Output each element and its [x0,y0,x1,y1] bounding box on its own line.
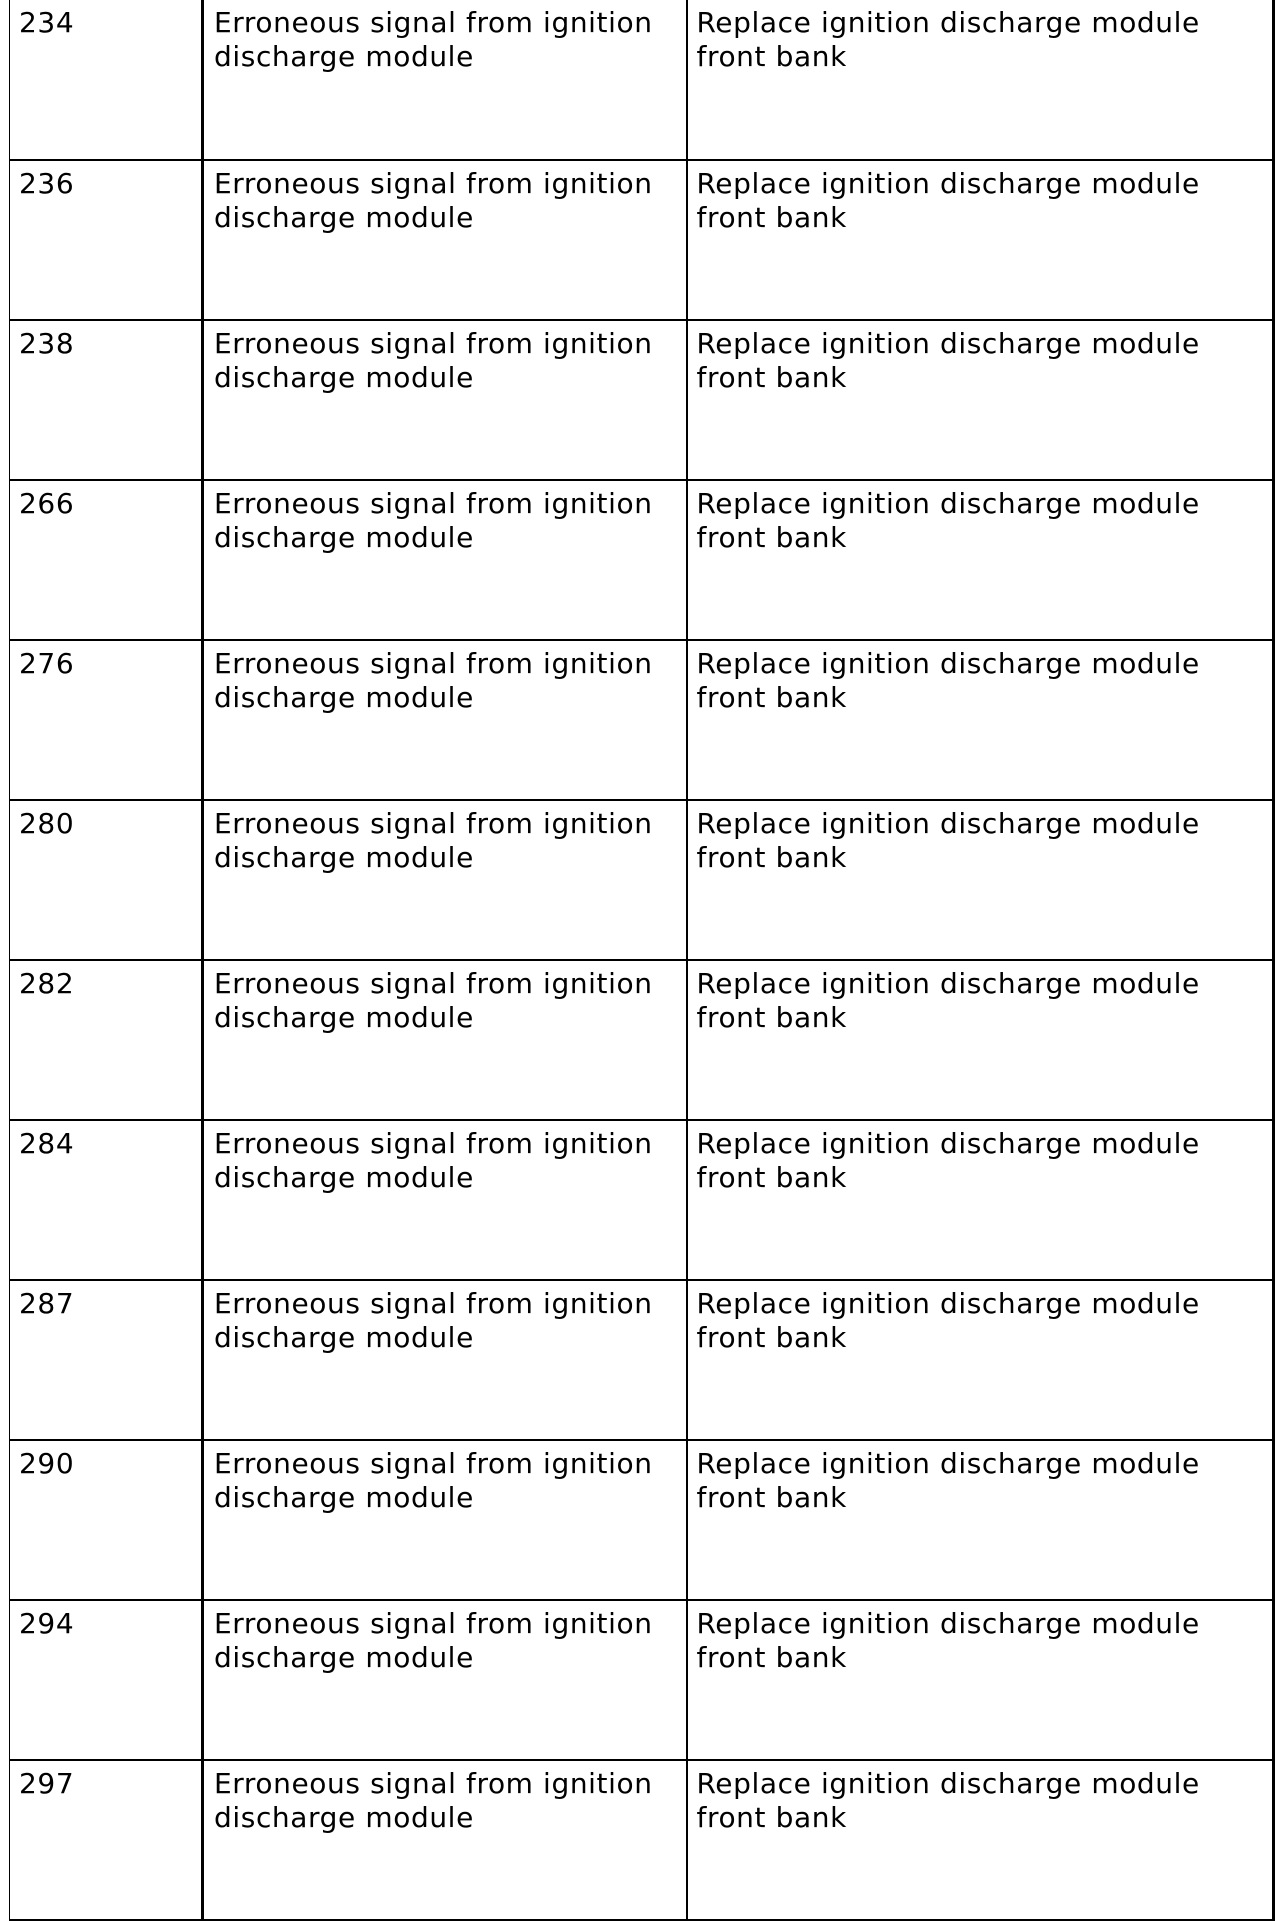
fault-description-cell: Erroneous signal from ignition discharge module [203,480,687,640]
fault-code-cell: 234 [10,0,203,160]
table-row [10,1600,1274,1760]
table-row [10,640,1274,800]
fault-description-cell: Erroneous signal from ignition discharge module [203,1120,687,1280]
corrective-action-cell: Replace ignition discharge module front bank [687,160,1274,320]
fault-code-cell: 276 [10,640,203,800]
corrective-action-cell: Replace ignition discharge module front bank [687,800,1274,960]
table-row [10,1120,1274,1280]
table-row [10,1280,1274,1440]
corrective-action-cell: Replace ignition discharge module front bank [687,1440,1274,1600]
fault-code-cell: 266 [10,480,203,640]
fault-code-cell: 282 [10,960,203,1120]
fault-code-cell: 284 [10,1120,203,1280]
corrective-action-cell: Replace ignition discharge module front bank [687,320,1274,480]
fault-description-cell: Erroneous signal from ignition discharge module [203,1440,687,1600]
corrective-action-cell: Replace ignition discharge module front bank [687,1280,1274,1440]
table-row [10,800,1274,960]
fault-code-cell: 287 [10,1280,203,1440]
fault-description-cell: Erroneous signal from ignition discharge module [203,320,687,480]
corrective-action-cell: Replace ignition discharge module front bank [687,1120,1274,1280]
table-row [10,480,1274,640]
corrective-action-cell: Replace ignition discharge module front bank [687,1760,1274,1920]
fault-description-cell: Erroneous signal from ignition discharge module [203,960,687,1120]
fault-code-cell: 290 [10,1440,203,1600]
fault-code-cell: 238 [10,320,203,480]
fault-description-cell: Erroneous signal from ignition discharge module [203,800,687,960]
table-row [10,1760,1274,1920]
fault-code-cell: 280 [10,800,203,960]
corrective-action-cell: Replace ignition discharge module front bank [687,960,1274,1120]
fault-description-cell: Erroneous signal from ignition discharge module [203,640,687,800]
fault-description-cell: Erroneous signal from ignition discharge module [203,1600,687,1760]
fault-code-cell: 236 [10,160,203,320]
corrective-action-cell: Replace ignition discharge module front bank [687,0,1274,160]
fault-description-cell: Erroneous signal from ignition discharge module [203,1760,687,1920]
corrective-action-cell: Replace ignition discharge module front bank [687,640,1274,800]
fault-description-cell: Erroneous signal from ignition discharge module [203,0,687,160]
fault-code-table-body [10,0,1274,1920]
table-row [10,960,1274,1120]
fault-description-cell: Erroneous signal from ignition discharge module [203,160,687,320]
corrective-action-cell: Replace ignition discharge module front bank [687,1600,1274,1760]
table-row [10,160,1274,320]
table-row [10,1440,1274,1600]
fault-description-cell: Erroneous signal from ignition discharge module [203,1280,687,1440]
fault-code-cell: 297 [10,1760,203,1920]
table-row [10,0,1274,160]
table-row [10,320,1274,480]
fault-code-table [9,0,1275,1921]
fault-code-cell: 294 [10,1600,203,1760]
corrective-action-cell: Replace ignition discharge module front bank [687,480,1274,640]
